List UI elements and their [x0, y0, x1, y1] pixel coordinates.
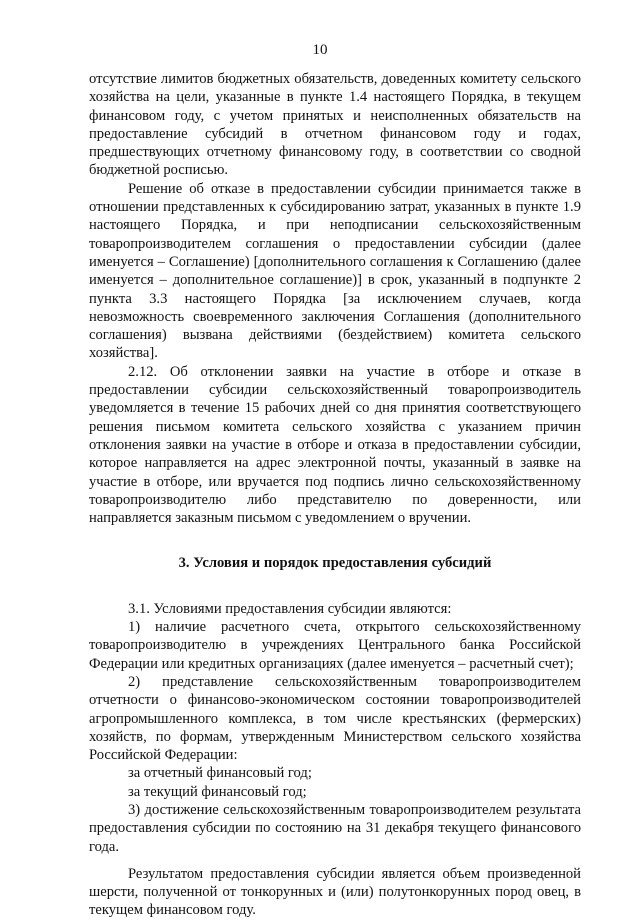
condition-item-2-reporting-year: за отчетный финансовый год; [128, 765, 312, 782]
section-heading: 3. Условия и порядок предоставления субсидий [178, 555, 492, 572]
condition-item-3: 3) достижение сельскохозяйственным товаропроизводителем результата предоставления субсидии по состоянию на 31 декабря текущего финансового года. [89, 801, 581, 855]
condition-item-2: 2) представление сельскохозяйственным товаропроизводителем отчетности о финансово-экономическом состоянии товаропроизводителей агропромышленного комплекса, в том числе крестьянских (фермерских) хозяйств, по формам, утвержденным Министерством сельского хозяйства Российской Федерации: [89, 673, 581, 764]
paragraph-subsidy-result: Результатом предоставления субсидии является объем произведенной шерсти, полученной от тонкорунных и (или) полутонкорунных пород овец, в текущем финансовом году. [89, 865, 581, 919]
condition-item-1: 1) наличие расчетного счета, открытого сельскохозяйственному товаропроизводителю в учреждениях Центрального банка Российской Федерации или кредитных организациях (далее именуется – расчетный счет); [89, 619, 581, 672]
page-number: 10 [312, 42, 328, 58]
document-body [89, 70, 581, 920]
condition-item-2-current-year: за текущий финансовый год; [128, 783, 307, 800]
paragraph-budget-limits: отсутствие лимитов бюджетных обязательств, доведенных комитету сельского хозяйства на цели, указанные в пункте 1.4 настоящего Порядка, в текущем финансовом году, с учетом принятых и неисполненных обязательств на предоставление субсидий в отчетном финансовом году и годах, предшествующих отчетному финансовому году, в соответствии со сводной бюджетной росписью. [89, 71, 581, 179]
paragraph-3-1-intro: 3.1. Условиями предоставления субсидии являются: [128, 600, 452, 617]
paragraph-refusal-decision: Решение об отказе в предоставлении субсидии принимается также в отношении представленных к субсидированию затрат, указанных в пункте 1.9 настоящего Порядка, и при неподписании сельскохозяйственным товаропроизводителем соглашения о предоставлении субсидии (далее именуется – Соглашение) [дополнительного соглашения к Соглашению (далее именуется – дополнительное соглашение)] в срок, указанный в подпункте 2 пункта 3.3 настоящего Порядка [за исключением случаев, когда невозможность своевременного заключения Соглашения (дополнительного соглашения) вызвана действиями (бездействием) комитета сельского хозяйства]. [89, 180, 581, 362]
paragraph-2-12: 2.12. Об отклонении заявки на участие в отборе и отказе в предоставлении субсидии сельскохозяйственный товаропроизводитель уведомляется в течение 15 рабочих дней со дня принятия соответствующего решения письмом комитета сельского хозяйства с указанием причин отклонения заявки на участие в отборе и отказа в предоставлении субсидии, которое направляется на адрес электронной почты, указанный в заявке на участие в отборе, или вручается под подпись лично сельскохозяйственному товаропроизводителю либо представителю по доверенности, или направляется заказным письмом с уведомлением о вручении. [89, 363, 581, 527]
